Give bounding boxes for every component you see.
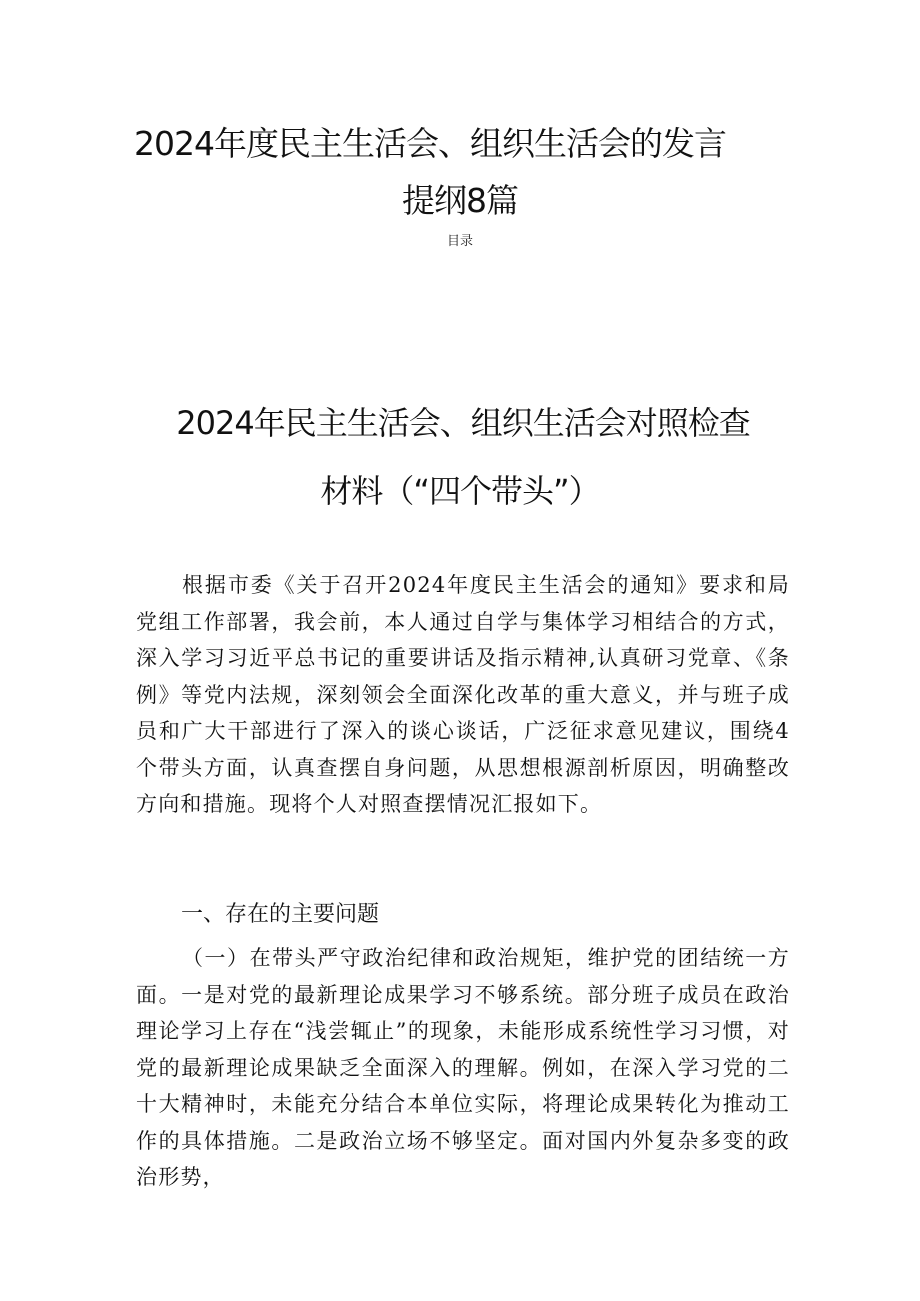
document-title-line-2: 提纲8篇 [402,181,518,220]
section-title-line-1: 2024年民主生活会、组织生活会对照检查 [176,404,750,442]
table-of-contents-label: 目录 [446,234,473,249]
section-title-line-2: 材料（“四个带头”） [320,472,600,510]
intro-paragraph: 根据市委《关于召开2024年度民主生活会的通知》要求和局党组工作部署，我会前，本人通过自学与集体学习相结合的方式，深入学习习近平总书记的重要讲话及指示精神,认真研习党章、《条例》等党内法规，深刻领会全面深化改革的重大意义，并与班子成员和广大干部进行了深入的谈心谈话，广泛征求意见建议，围绕4个带头方面，认真查摆自身问题，从思想根源剖析原因，明确整改方向和措施。现将个人对照查摆情况汇报如下。 [136,573,790,816]
document-title-line-1: 2024年度民主生活会、组织生活会的发言 [134,124,726,163]
problem-paragraph-1: （一）在带头严守政治纪律和政治规矩，维护党的团结统一方面。一是对党的最新理论成果学习不够系统。部分班子成员在政治理论学习上存在“浅尝辄止”的现象，未能形成系统性学习习惯，对党的最新理论成果缺乏全面深入的理解。例如，在深入学习党的二十大精神时，未能充分结合本单位实际，将理论成果转化为推动工作的具体措施。二是政治立场不够坚定。面对国内外复杂多变的政治形势， [136,946,790,1189]
heading-main-problems: 一、存在的主要问题 [181,902,380,927]
